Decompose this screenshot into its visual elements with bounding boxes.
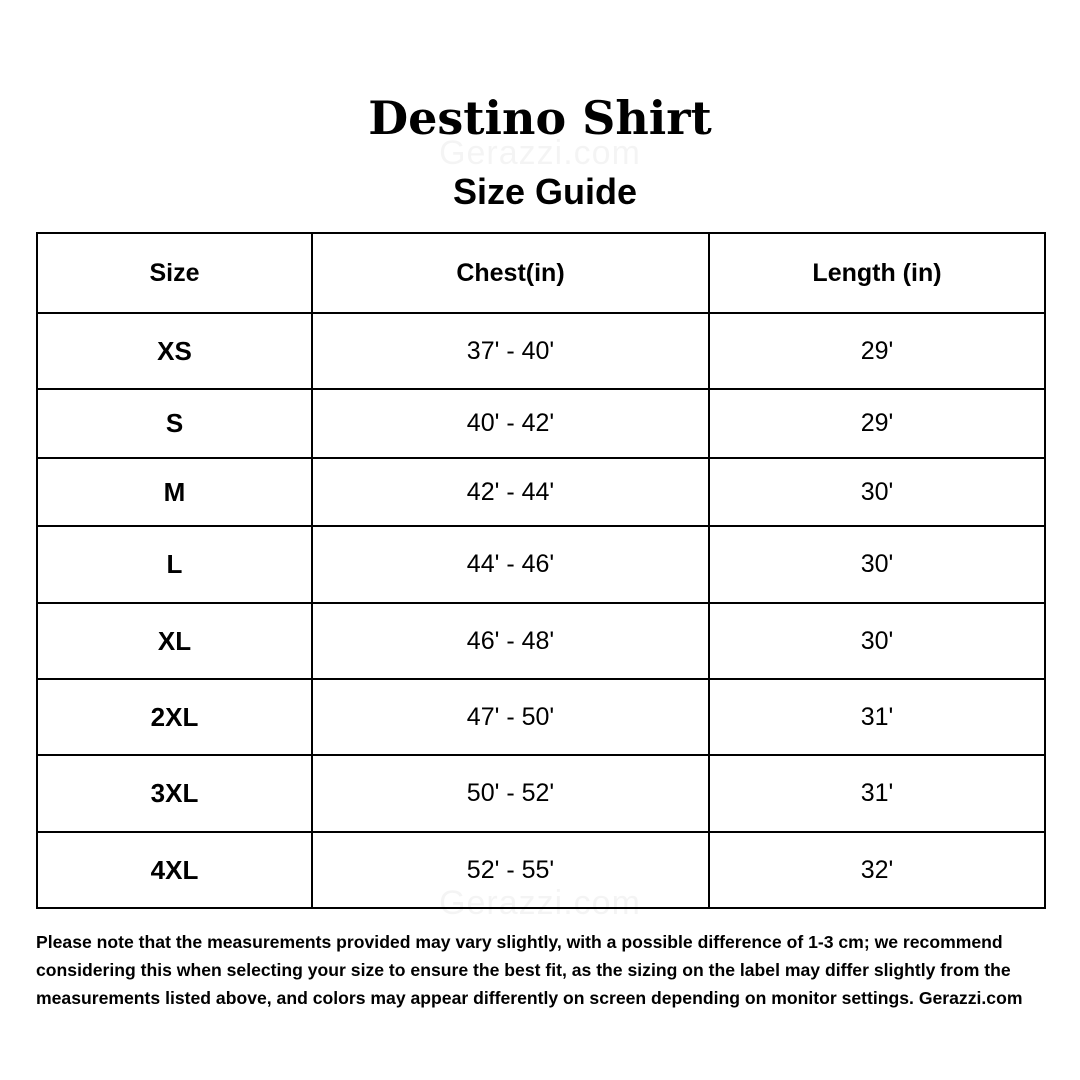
size-cell: L <box>37 526 312 603</box>
size-cell: 3XL <box>37 755 312 832</box>
page-title: Destino Shirt <box>368 91 712 145</box>
size-cell: 2XL <box>37 679 312 755</box>
length-cell: 31' <box>709 679 1045 755</box>
table-row <box>37 755 1045 832</box>
length-cell: 29' <box>709 389 1045 458</box>
size-cell: XL <box>37 603 312 679</box>
length-cell: 32' <box>709 832 1045 908</box>
size-cell: M <box>37 458 312 526</box>
chest-cell: 40' - 42' <box>312 389 709 458</box>
size-cell: S <box>37 389 312 458</box>
size-table <box>36 232 1046 909</box>
table-row <box>37 458 1045 526</box>
column-header-size: Size <box>37 233 312 313</box>
size-cell: 4XL <box>37 832 312 908</box>
length-cell: 30' <box>709 603 1045 679</box>
table-row <box>37 679 1045 755</box>
watermark <box>0 884 1080 923</box>
length-cell: 30' <box>709 458 1045 526</box>
size-cell: XS <box>37 313 312 389</box>
column-header-length: Length (in) <box>709 233 1045 313</box>
chest-cell: 52' - 55' <box>312 832 709 908</box>
chest-cell: 46' - 48' <box>312 603 709 679</box>
length-cell: 30' <box>709 526 1045 603</box>
chest-cell: 37' - 40' <box>312 313 709 389</box>
table-row <box>37 603 1045 679</box>
table-row <box>37 313 1045 389</box>
table-header-row <box>37 233 1045 313</box>
chest-cell: 47' - 50' <box>312 679 709 755</box>
page-subtitle: Size Guide <box>452 171 638 212</box>
column-header-chest: Chest(in) <box>312 233 709 313</box>
chest-cell: 42' - 44' <box>312 458 709 526</box>
watermark <box>0 134 1080 173</box>
chest-cell: 50' - 52' <box>312 755 709 832</box>
table-row <box>37 389 1045 458</box>
disclaimer-note: Please note that the measurements provided may vary slightly, with a possible difference of 1-3 cm; we recommend considering this when selecting your size to ensure the best fit, as the sizing on the label may differ slightly from the measurements listed above, and colors may appear differently on screen depending on monitor settings. Gerazzi.com <box>36 932 1023 1008</box>
chest-cell: 44' - 46' <box>312 526 709 603</box>
length-cell: 29' <box>709 313 1045 389</box>
length-cell: 31' <box>709 755 1045 832</box>
table-row <box>37 526 1045 603</box>
